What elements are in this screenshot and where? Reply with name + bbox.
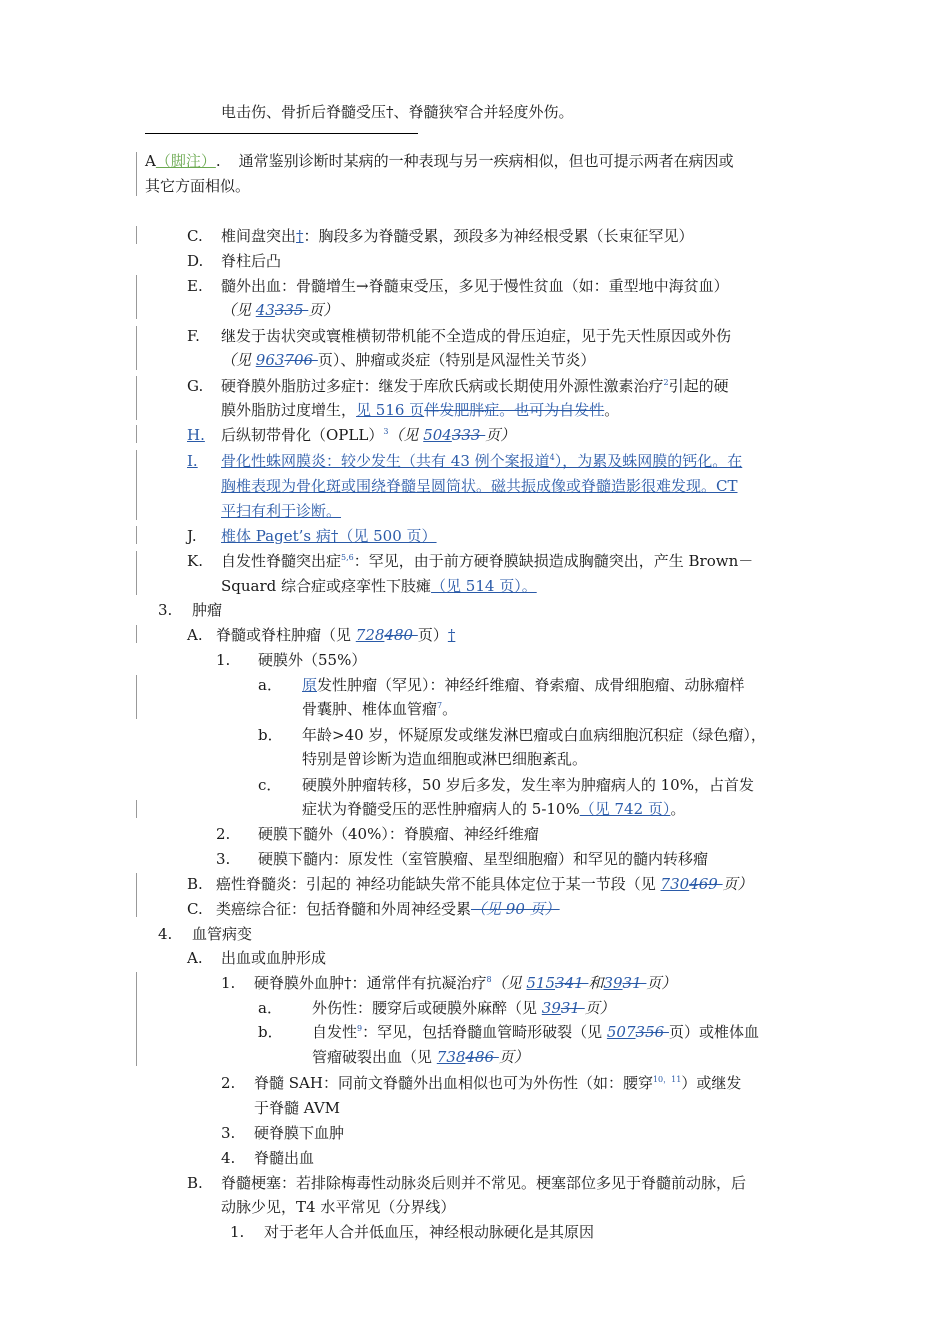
deleted-text: 伴发肥胖症。也可为自发性 (424, 401, 605, 419)
deleted-text: （见 90 页） (471, 900, 560, 918)
deleted-text: 31 (560, 999, 585, 1017)
list-marker: c． (258, 776, 282, 794)
list-item: 脊柱后凸 (221, 252, 282, 270)
list-item-cont (312, 1047, 529, 1067)
footnote-text: 通常鉴别诊断时某病的一种表现与另一疾病相似，但也可提示两者在病因或 (238, 152, 734, 170)
deleted-text: 480 (384, 626, 418, 644)
list-marker: 4. (221, 1149, 236, 1167)
list-item (302, 675, 745, 695)
list-item-cont (221, 350, 595, 370)
citation-ref[interactable]: 4 (549, 453, 555, 462)
list-marker: K. (187, 552, 203, 570)
inserted-text: 730 (660, 875, 690, 893)
change-bar (136, 425, 137, 443)
inserted-text: 43 (255, 301, 275, 319)
item-text: 引起的硬 (668, 377, 729, 395)
change-bar (136, 972, 137, 1066)
inserted-text: （见 742 页） (579, 800, 671, 818)
item-text: 页） (498, 1048, 529, 1066)
footnote-separator (145, 133, 418, 134)
item-text: （见 (388, 426, 424, 444)
item-text: 外伤性：腰穿后或硬膜外麻醉（见 (312, 999, 542, 1017)
change-bar (136, 873, 137, 917)
item-text: ）或继发 (681, 1074, 742, 1092)
change-bar (136, 551, 137, 595)
item-text: 硬脊膜外血肿†：通常伴有抗凝治疗 (254, 974, 487, 992)
list-item-cont (221, 300, 338, 320)
list-item (254, 1073, 741, 1093)
item-text: 椎间盘突出 (221, 227, 297, 245)
item-text: 骨囊肿、椎体血管瘤 (302, 700, 438, 718)
list-item-cont (221, 576, 537, 596)
list-marker: a． (258, 999, 282, 1017)
list-item: 硬膜下髓外（40%）：脊膜瘤、神经纤维瘤 (258, 825, 539, 843)
change-bar (136, 800, 137, 818)
inserted-item (221, 451, 742, 471)
list-item: 髓外出血：骨髓增生→脊髓束受压，多见于慢性贫血（如：重型地中海贫血） (221, 277, 729, 295)
item-text: ：胸段多为脊髓受累，颈段多为神经根受累（长束征罕见） (303, 227, 694, 245)
list-item: 硬脊膜下血肿 (254, 1124, 345, 1142)
list-marker: C. (187, 900, 203, 918)
item-text: ：罕见，由于前方硬脊膜缺损造成胸髓突出，产生 Brown－ (353, 552, 754, 570)
list-item-cont: 于脊髓 AVM (254, 1099, 341, 1117)
list-item (312, 998, 615, 1018)
citation-ref[interactable]: 9 (357, 1024, 363, 1033)
change-bar (136, 526, 137, 544)
list-item: 脊髓出血 (254, 1149, 315, 1167)
inserted-item-cont: 胸椎表现为骨化斑或围绕脊髓呈圆筒状。磁共振成像或脊髓造影很难发现。CT (221, 477, 738, 495)
dagger-mark: † (447, 626, 456, 644)
list-item-cont: 特别是曾诊断为造血细胞或淋巴细胞紊乱。 (302, 750, 588, 768)
item-text: 。 (670, 800, 686, 818)
list-item: 年龄>40 岁，怀疑原发或继发淋巴瘤或白血病细胞沉积症（绿色瘤）， (302, 726, 766, 744)
item-text: 页） (308, 301, 339, 319)
list-item (221, 551, 753, 571)
list-marker: D. (187, 252, 204, 270)
deleted-text: 333 (451, 426, 486, 444)
change-bar (136, 376, 137, 420)
list-marker: J. (187, 527, 197, 545)
list-marker: 4. (158, 925, 173, 943)
footnote-line-1 (145, 151, 734, 171)
list-marker: B. (187, 875, 203, 893)
list-item: 硬膜外肿瘤转移，50 岁后多发，发生率为肿瘤病人的 10%，占首发 (302, 776, 754, 794)
change-bar (136, 450, 137, 520)
item-text: （见 (491, 974, 527, 992)
list-item: 出血或血肿形成 (221, 949, 327, 967)
item-text: （见 (221, 351, 256, 369)
list-marker: B. (187, 1174, 203, 1192)
list-marker: 2. (221, 1074, 236, 1092)
list-item (216, 874, 753, 894)
inserted-item: 椎体 Paget’s 病†（见 500 页） (221, 527, 437, 545)
list-item: 对于老年人合并低血压，神经根动脉硬化是其原因 (264, 1223, 595, 1241)
list-marker: b． (258, 726, 283, 744)
inserted-text: 963 (255, 351, 285, 369)
item-text: 页） (417, 626, 448, 644)
continuation-text: 电击伤、骨折后脊髓受压†、脊髓狭窄合并轻度外伤。 (221, 103, 574, 121)
item-text: 发性肿瘤（罕见）：神经纤维瘤、脊索瘤、成骨细胞瘤、动脉瘤样 (317, 676, 745, 694)
list-item: 硬膜外（55%） (258, 651, 367, 669)
change-bar (136, 675, 137, 719)
item-text: 。 (442, 700, 458, 718)
item-text: 症状为脊髓受压的恶性肿瘤病人的 5-10% (302, 800, 580, 818)
item-text: 管瘤破裂出血（见 (312, 1048, 437, 1066)
list-item (221, 226, 694, 246)
item-text: ：罕见，包括脊髓血管畸形破裂（见 (362, 1023, 607, 1041)
section-heading: 肿瘤 (192, 601, 223, 619)
item-text: Squard 综合症或痉挛性下肢瘫 (221, 577, 432, 595)
list-item-cont (302, 699, 457, 719)
citation-ref[interactable]: 8 (486, 975, 492, 984)
deleted-text: 356 (635, 1023, 669, 1041)
inserted-text: ），为累及蛛网膜的钙化。在 (554, 452, 743, 470)
citation-ref[interactable]: 2 (663, 378, 669, 387)
inserted-text: 39 (541, 999, 561, 1017)
inserted-text: 见 516 页 (356, 401, 425, 419)
list-marker: 3. (216, 850, 231, 868)
item-text: 。 (604, 401, 620, 419)
change-bar (136, 625, 137, 643)
list-marker: C. (187, 227, 203, 245)
item-text: 自发性脊髓突出症 (221, 552, 342, 570)
list-item: 继发于齿状突或寰椎横韧带机能不全造成的骨压迫症，见于先天性原因或外伤 (221, 327, 732, 345)
list-item (254, 973, 676, 993)
list-marker: I. (187, 452, 198, 470)
item-text: 和 (588, 974, 604, 992)
deleted-text: 469 (689, 875, 723, 893)
list-marker: 3. (158, 601, 173, 619)
deleted-text: 335 (274, 301, 309, 319)
list-marker: E. (187, 277, 203, 295)
list-marker: a． (258, 676, 282, 694)
item-text: 癌性脊髓炎：引起的 神经功能缺失常不能具体定位于某一节段（见 (216, 875, 661, 893)
list-marker: 3. (221, 1124, 236, 1142)
inserted-text: 39 (603, 974, 623, 992)
item-text: 页）或椎体血 (668, 1023, 759, 1041)
list-marker: A. (187, 949, 203, 967)
inserted-text: 原 (302, 676, 318, 694)
footnote-label: A (145, 152, 156, 170)
list-item: 脊髓梗塞：若排除梅毒性动脉炎后则并不常见。梗塞部位多见于脊髓前动脉，后 (221, 1174, 747, 1192)
list-item-cont (221, 400, 619, 420)
list-marker: G. (187, 377, 204, 395)
list-item (216, 625, 455, 645)
change-bar (136, 152, 137, 196)
list-marker: F. (187, 327, 200, 345)
list-marker: 1. (216, 651, 231, 669)
list-marker: 1. (221, 974, 236, 992)
item-text: 类癌综合征：包括脊髓和外周神经受累 (216, 900, 472, 918)
inserted-text: 507 (606, 1023, 636, 1041)
inserted-text: 515 (526, 974, 556, 992)
change-bar (136, 326, 137, 370)
inserted-text: 728 (355, 626, 385, 644)
item-text: 页） (584, 999, 615, 1017)
list-marker: A. (187, 626, 203, 644)
item-text: 页）、肿瘤或炎症（特别是风湿性关节炎） (317, 351, 596, 369)
list-item (312, 1022, 759, 1042)
deleted-text: 341 (555, 974, 589, 992)
list-marker: b． (258, 1023, 283, 1041)
deleted-text: 31 (622, 974, 647, 992)
item-text: 脊髓 SAH：同前文脊髓外出血相似也可为外伤性（如：腰穿 (254, 1074, 653, 1092)
item-text: 后纵韧带骨化（OPLL） (221, 426, 384, 444)
item-text: 页） (485, 426, 516, 444)
dagger-mark: † (296, 227, 304, 245)
item-text: 页） (646, 974, 677, 992)
inserted-text: 738 (436, 1048, 466, 1066)
inserted-text: （见 514 页）。 (431, 577, 537, 595)
change-bar (136, 275, 137, 319)
deleted-text: 486 (465, 1048, 499, 1066)
list-item-cont (302, 799, 685, 819)
inserted-item-cont: 平扫有利于诊断。 (221, 502, 342, 520)
list-item (221, 376, 729, 396)
list-item: 硬膜下髓内：原发性（室管膜瘤、星型细胞瘤）和罕见的髓内转移瘤 (258, 850, 709, 868)
citation-ref[interactable]: 3 (383, 427, 389, 436)
inserted-text: 504 (423, 426, 452, 444)
citation-ref[interactable]: 5,6 (341, 553, 354, 562)
citation-ref[interactable]: 7 (437, 701, 443, 710)
item-text: 膜外脂肪过度增生， (221, 401, 357, 419)
list-item-cont: 动脉少见，T4 水平常见（分界线） (221, 1198, 456, 1216)
deleted-text: 706 (284, 351, 318, 369)
item-text: 脊髓或脊柱肿瘤（见 (216, 626, 356, 644)
item-text: 页） (722, 875, 753, 893)
footnote-dot: . (215, 152, 221, 170)
list-item (221, 425, 515, 445)
inserted-text: 骨化性蛛网膜炎：较少发生（共有 43 例个案报道 (221, 452, 550, 470)
section-heading: 血管病变 (192, 925, 253, 943)
list-marker: 1. (230, 1223, 245, 1241)
change-bar (136, 226, 137, 244)
item-text: 硬脊膜外脂肪过多症†：继发于库欣氏病或长期使用外源性激素治疗 (221, 377, 664, 395)
item-text: 自发性 (312, 1023, 358, 1041)
list-item (216, 899, 560, 919)
footnote-link[interactable]: （脚注） (155, 152, 216, 170)
item-text: （见 (221, 301, 256, 319)
footnote-line-2: 其它方面相似。 (145, 177, 251, 195)
list-marker: 2. (216, 825, 231, 843)
citation-ref[interactable]: 10，11 (652, 1075, 682, 1084)
list-marker: H. (187, 426, 205, 444)
